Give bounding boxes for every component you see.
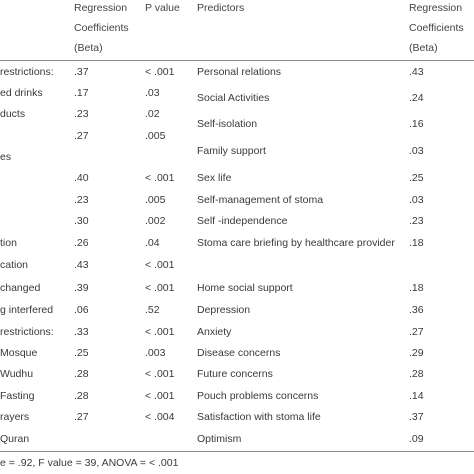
- row-predictor: Self-management of stoma: [197, 194, 324, 206]
- row-p-value: < .004: [145, 411, 175, 423]
- header-beta-line2: Coefficients: [74, 22, 129, 34]
- row-predictor: Depression: [197, 304, 251, 316]
- row-label: Mosque: [0, 347, 38, 359]
- row-label: cation: [0, 259, 29, 271]
- row-beta: .26: [74, 237, 89, 249]
- row-predictor: Social Activities: [197, 92, 270, 104]
- row-label: es: [0, 151, 12, 163]
- row-label: ducts: [0, 108, 26, 120]
- row-predictor: Personal relations: [197, 66, 282, 78]
- row-label: restrictions:: [0, 66, 54, 78]
- footer-rule: [0, 451, 474, 452]
- row-p-value: .03: [145, 87, 160, 99]
- row-beta: .23: [74, 194, 89, 206]
- row-p-value: < .001: [145, 259, 175, 271]
- row-beta: .16: [409, 118, 424, 130]
- header-beta-right-line2: Coefficients: [409, 22, 464, 34]
- row-beta: .43: [74, 259, 89, 271]
- header-beta-line3: (Beta): [74, 42, 103, 54]
- row-predictor: Optimism: [197, 433, 242, 445]
- row-beta: .23: [74, 108, 89, 120]
- row-predictor: Self -independence: [197, 215, 288, 227]
- row-beta: .18: [409, 237, 424, 249]
- row-beta: .25: [74, 347, 89, 359]
- header-beta-right-line1: Regression: [409, 2, 463, 14]
- row-label: Quran: [0, 433, 30, 445]
- row-p-value: < .001: [145, 282, 175, 294]
- row-beta: .03: [409, 145, 424, 157]
- row-p-value: < .001: [145, 390, 175, 402]
- row-label: Fasting: [0, 390, 35, 402]
- header-beta-line1: Regression: [74, 2, 128, 14]
- row-label: changed: [0, 282, 41, 294]
- row-beta: .25: [409, 172, 424, 184]
- row-beta: .06: [74, 304, 89, 316]
- row-beta: .17: [74, 87, 89, 99]
- row-predictor: Disease concerns: [197, 347, 281, 359]
- row-beta: .18: [409, 282, 424, 294]
- row-beta: .24: [409, 92, 424, 104]
- row-p-value: .04: [145, 237, 160, 249]
- row-predictor: Self-isolation: [197, 118, 258, 130]
- header-rule: [0, 60, 474, 61]
- row-predictor: Future concerns: [197, 368, 273, 380]
- row-beta: .27: [74, 130, 89, 142]
- row-beta: .29: [409, 347, 424, 359]
- row-beta: .14: [409, 390, 424, 402]
- row-label: g interfered: [0, 304, 54, 316]
- row-p-value: < .001: [145, 326, 175, 338]
- row-beta: .36: [409, 304, 424, 316]
- row-p-value: < .001: [145, 368, 175, 380]
- row-p-value: .003: [145, 347, 166, 359]
- header-predictors: Predictors: [197, 2, 245, 14]
- row-predictor: Pouch problems concerns: [197, 390, 319, 402]
- row-beta: .40: [74, 172, 89, 184]
- row-beta: .37: [74, 66, 89, 78]
- row-beta: .33: [74, 326, 89, 338]
- row-beta: .09: [409, 433, 424, 445]
- row-beta: .43: [409, 66, 424, 78]
- row-predictor: Stoma care briefing by healthcare provider: [197, 237, 395, 249]
- row-predictor: Satisfaction with stoma life: [197, 411, 321, 423]
- row-predictor: Anxiety: [197, 326, 232, 338]
- row-label: rayers: [0, 411, 30, 423]
- row-p-value: .002: [145, 215, 166, 227]
- header-beta-right-line3: (Beta): [409, 42, 438, 54]
- row-beta: .27: [74, 411, 89, 423]
- row-beta: .39: [74, 282, 89, 294]
- row-beta: .28: [74, 368, 89, 380]
- row-p-value: .02: [145, 108, 160, 120]
- row-predictor: Sex life: [197, 172, 232, 184]
- table-footnote: e = .92, F value = 39, ANOVA = < .001: [0, 457, 179, 469]
- row-p-value: .005: [145, 130, 166, 142]
- row-beta: .03: [409, 194, 424, 206]
- header-p-value: P value: [145, 2, 180, 14]
- row-p-value: < .001: [145, 66, 175, 78]
- row-predictor: Home social support: [197, 282, 293, 294]
- row-label: ed drinks: [0, 87, 43, 99]
- row-beta: .28: [409, 368, 424, 380]
- row-p-value: .005: [145, 194, 166, 206]
- row-p-value: < .001: [145, 172, 175, 184]
- row-beta: .23: [409, 215, 424, 227]
- row-beta: .30: [74, 215, 89, 227]
- row-beta: .28: [74, 390, 89, 402]
- row-label: Wudhu: [0, 368, 34, 380]
- row-predictor: Family support: [197, 145, 266, 157]
- row-beta: .27: [409, 326, 424, 338]
- row-beta: .37: [409, 411, 424, 423]
- row-label: tion: [0, 237, 17, 249]
- row-p-value: .52: [145, 304, 160, 316]
- row-label: restrictions:: [0, 326, 54, 338]
